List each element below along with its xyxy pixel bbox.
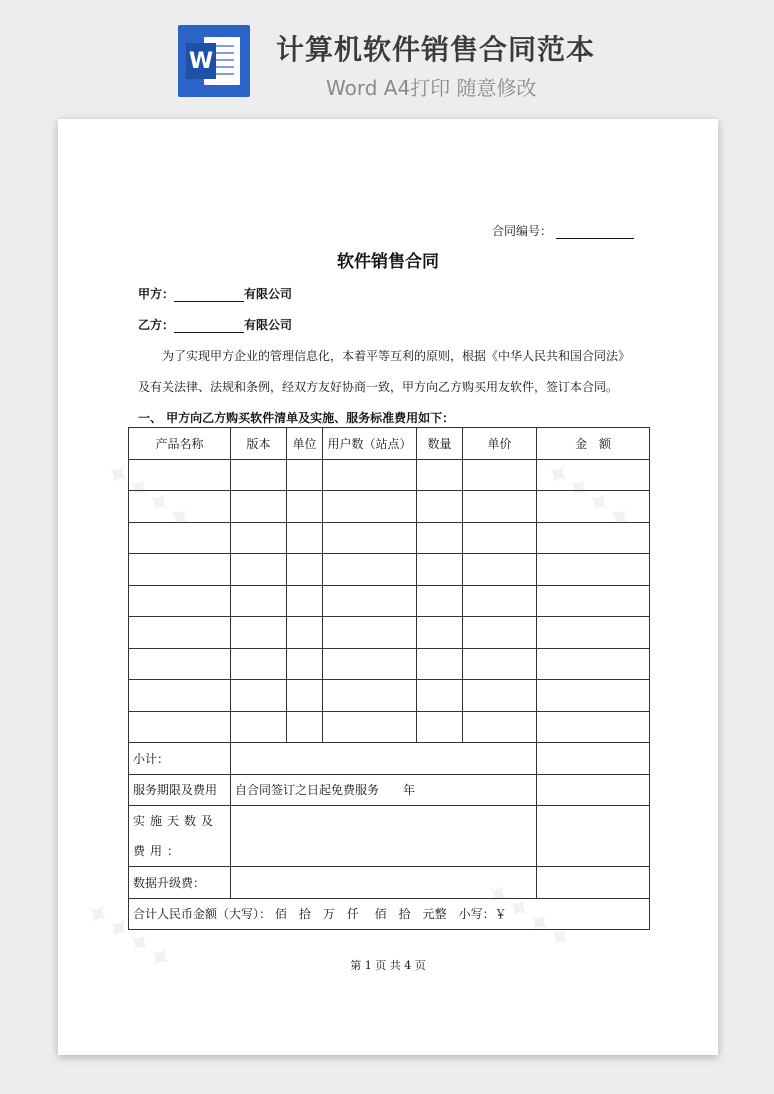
contract-number: [492, 222, 634, 239]
table-row: [129, 617, 650, 649]
implementation-row: [129, 806, 650, 867]
table-row: [129, 522, 650, 554]
table-row: [129, 648, 650, 680]
paragraph-2: 及有关法律、法规和条例，经双方友好协商一致，甲方向乙方购买用友软件，签订本合同。: [138, 380, 619, 394]
table-row: [129, 711, 650, 743]
contract-number-label: 合同编号：: [491, 224, 552, 238]
watermark: ✦✦✦✦: [537, 453, 640, 540]
service-period-row: [129, 774, 650, 806]
header-product-name: 产品名称: [129, 428, 231, 460]
total-text: 合计人民币金额（大写）： 佰 拾 万 仟 佰 拾 元整 小写：￥: [129, 898, 650, 930]
document-title: 软件销售合同: [337, 252, 439, 272]
service-period-text: 自合同签订之日起免费服务 年: [231, 774, 537, 806]
implementation-label: 实施天数及费用：: [129, 806, 231, 867]
document-page: [58, 119, 718, 1055]
implementation-amount[interactable]: [537, 806, 650, 867]
page-footer: 第 1 页 共 4 页: [350, 959, 426, 972]
implementation-value[interactable]: [231, 806, 537, 867]
party-b-blank: [174, 320, 244, 333]
table-row: [129, 585, 650, 617]
banner-subtitle: Word A4打印 随意修改: [326, 76, 537, 100]
paragraph-1: 为了实现甲方企业的管理信息化，本着平等互利的原则，根据《中华人民共和国合同法》: [162, 349, 631, 363]
word-logo-letter: W: [186, 43, 216, 79]
subtotal-label: 小计：: [129, 743, 231, 775]
table-row: [129, 554, 650, 586]
party-a-blank: [174, 289, 244, 302]
table-row: [129, 680, 650, 712]
upgrade-amount[interactable]: [537, 867, 650, 899]
upgrade-row: [129, 867, 650, 899]
header-version: 版本: [231, 428, 287, 460]
watermark: ✦✦✦✦: [77, 893, 180, 980]
party-b-label: 乙方：: [138, 318, 175, 332]
table-row: [129, 459, 650, 491]
party-b: [138, 316, 292, 333]
party-a-suffix: 有限公司: [244, 287, 293, 301]
table-header-row: [129, 428, 650, 460]
total-row: [129, 898, 650, 930]
header-amount: 金 额: [537, 428, 650, 460]
contract-number-blank: [556, 226, 634, 239]
service-period-label: 服务期限及费用: [129, 774, 231, 806]
header-unit: 单位: [287, 428, 323, 460]
watermark: ✦✦✦✦: [477, 873, 580, 960]
upgrade-label: 数据升级费：: [129, 867, 231, 899]
subtotal-row: [129, 743, 650, 775]
header-quantity: 数量: [417, 428, 463, 460]
upgrade-value[interactable]: [231, 867, 537, 899]
party-a: [138, 285, 292, 302]
subtotal-amount[interactable]: [537, 743, 650, 775]
subtotal-value[interactable]: [231, 743, 537, 775]
banner-title: 计算机软件销售合同范本: [276, 33, 596, 66]
table-row: [129, 491, 650, 523]
purchase-table: [128, 427, 650, 930]
watermark: ✦✦✦✦: [97, 453, 200, 540]
party-a-label: 甲方：: [138, 287, 175, 301]
banner: [0, 0, 774, 118]
header-users: 用户数（站点）: [323, 428, 417, 460]
service-period-amount[interactable]: [537, 774, 650, 806]
word-logo-icon: [178, 25, 250, 97]
party-b-suffix: 有限公司: [244, 318, 293, 332]
header-unit-price: 单价: [463, 428, 537, 460]
section-1-heading: 一、 甲方向乙方购买软件清单及实施、服务标准费用如下：: [138, 411, 455, 425]
